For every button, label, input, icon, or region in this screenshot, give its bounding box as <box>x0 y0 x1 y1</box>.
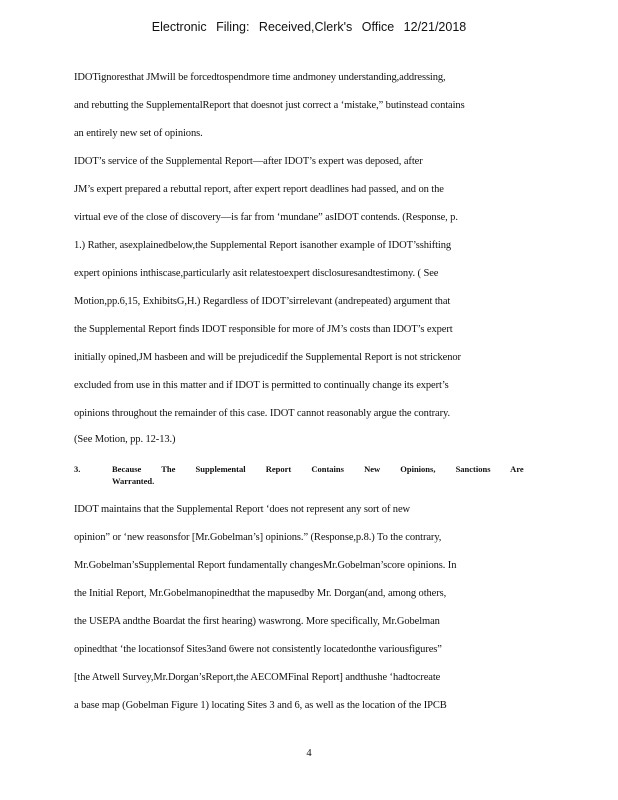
body-line: [the Atwell Survey,Mr.Dorgan’sReport,the AECOMFinal Report] andthushe ‘hadtocreate <box>74 672 441 683</box>
body-line: expert opinions inthiscase,particularly asit relatestoexpert disclosuresandtestimony. ( See <box>74 268 439 279</box>
body-line: JM’s expert prepared a rebuttal report, after expert report deadlines had passed, and on the <box>74 184 444 195</box>
body-line: IDOT’s service of the Supplemental Report—after IDOT’s expert was deposed, after <box>74 156 423 167</box>
body-line: a base map (Gobelman Figure 1) locating Sites 3 and 6, as well as the location of the IPCB <box>74 700 447 711</box>
section-title: Because The Supplemental Report Contains New Opinions, Sanctions Are <box>112 464 524 474</box>
body-line: an entirely new set of opinions. <box>74 128 203 139</box>
body-line: excluded from use in this matter and if IDOT is permitted to continually change its expert’s <box>74 380 449 391</box>
body-line: opinedthat ‘the locationsof Sites3and 6were not consistently locatedonthe variousfigures” <box>74 644 442 655</box>
body-line: the Supplemental Report finds IDOT responsible for more of JM’s costs than IDOT’s expert <box>74 324 453 335</box>
body-line: Motion,pp.6,15, ExhibitsG,H.) Regardless of IDOT’sirrelevant (andrepeated) argument that <box>74 296 451 307</box>
filing-header: Electronic Filing: Received,Clerk's Office 12/21/2018 <box>151 20 467 34</box>
body-line: IDOT maintains that the Supplemental Report ‘does not represent any sort of new <box>74 504 410 515</box>
section-title-continued: Warranted. <box>112 476 155 486</box>
body-line: opinion” or ‘new reasonsfor [Mr.Gobelman’s] opinions.” (Response,p.8.) To the contrary, <box>74 532 442 543</box>
body-line: IDOTignoresthat JMwill be forcedtospendmore time andmoney understanding,addressing, <box>74 72 446 83</box>
body-line: virtual eve of the close of discovery—is far from ‘mundane” asIDOT contends. (Response, p. <box>74 212 458 223</box>
body-line: opinions throughout the remainder of this case. IDOT cannot reasonably argue the contrary. <box>74 408 450 419</box>
body-line: initially opined,JM hasbeen and will be prejudicedif the Supplemental Report is not strickenor <box>74 352 461 363</box>
body-line: 1.) Rather, asexplainedbelow,the Supplemental Report isanother example of IDOT’sshifting <box>74 240 452 251</box>
page-number: 4 <box>306 748 312 759</box>
body-line: the USEPA andthe Boardat the first hearing) waswrong. More specifically, Mr.Gobelman <box>74 616 440 627</box>
body-line: and rebutting the SupplementalReport that doesnot just correct a ‘mistake,” butinstead contains <box>74 100 465 111</box>
section-number: 3. <box>74 464 81 474</box>
body-line: the Initial Report, Mr.Gobelmanopinedthat the mapusedby Mr. Dorgan(and, among others, <box>74 588 447 599</box>
body-line: (See Motion, pp. 12-13.) <box>74 434 176 445</box>
body-line: Mr.Gobelman’sSupplemental Report fundamentally changesMr.Gobelman’score opinions. In <box>74 560 457 571</box>
